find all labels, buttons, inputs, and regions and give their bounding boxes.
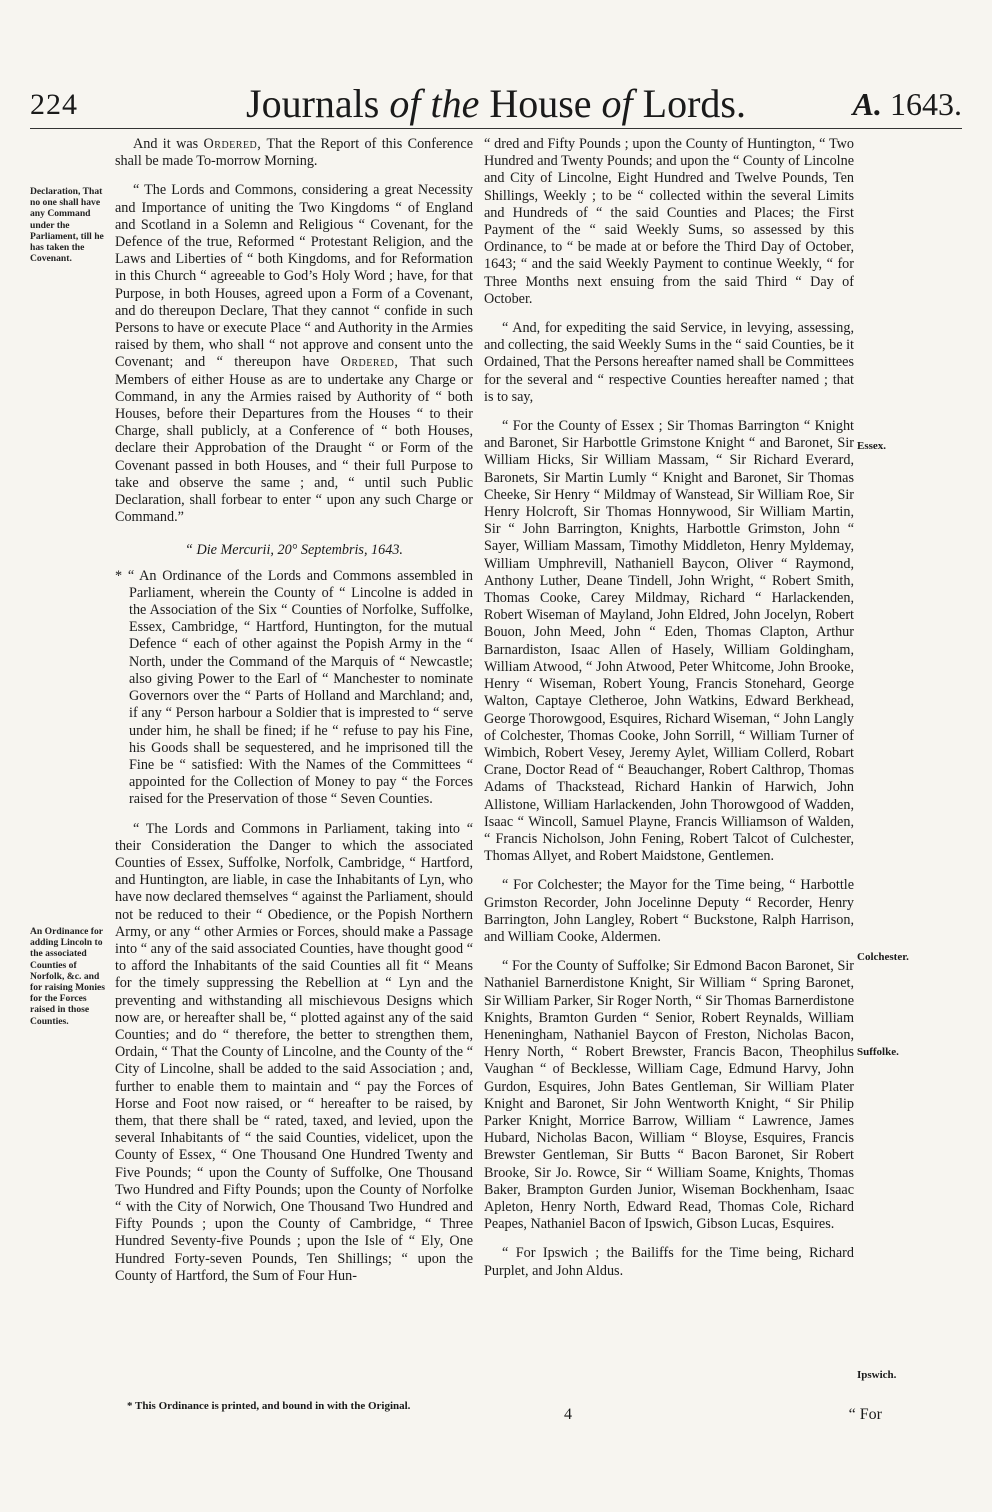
paragraph-suffolke: “ For the County of Suffolke; Sir Edmond Bacon Baronet, Sir Nathaniel Barnerdistone Knight, Sir William “ Spring Baronet, Sir William Parker, Sir Roger North, “ Sir Thomas Barnerdistone Knights, Bramton Gurden “ Senior, Robert Reynalds, William Heneningham, Nathaniel Baycon of Freston, Nicholas Bacon, Henry North, “ Robert Brewster, Francis Bacon, Theophilus Vaughan “ of Becklesse, William Cage, Edmund Harvy, John Gurdon, Esquires, John Bates Gentleman, Sir William Plater Knight and Baronet, Sir John Wentworth Knight, “ Sir Philip Parker Knight, Morrice Barrow, William “ Lawrence, James Hubard, Nicholas Bacon, William “ Bloyse, Esquires, Francis Brewster Gentleman, Sir Butts “ Bacon Baronet, Sir Robert Brooke, Sir Jo. Rowce, Sir “ William Soame, Knights, Thomas Baker, Brampton Gurden Junior, Wiseman Bockhenham, Isaac Apleton, Henry North, Edward Read, Thomas Cole, Richard Peapes, Nathaniel Bacon of Ipswich, Gibson Lucas, Esquires.	[484, 958, 854, 1233]
margin-note-declaration: Declaration, That no one shall have any Command under the Parliament, till he has taken the Covenant.	[30, 186, 104, 265]
paragraph-committees: “ And, for expediting the said Service, in levying, assessing, and collecting, the said Weekly Sums in the “ said Counties, be it Ordained, That the Persons hereafter named shall be Committees for the several and “ respective Counties hereafter named ; that is to say,	[484, 320, 854, 405]
header-rule	[30, 128, 962, 129]
left-column	[115, 136, 473, 1297]
paragraph-declaration: “ The Lords and Commons, considering a great Necessity and Importance of uniting the Two Kingdoms “ of England and Scotland in a Solemn and Religious “ Covenant, for the Defence of the true, Reformed “ Protestant Religion, and the Laws and Liberties of “ both Kingdoms, and for Reformation in this Church “ agreeable to God’s Holy Word ; have, for that Purpose, in both Houses, agreed upon a Form of a Covenant, and do thereupon Declare, That they cannot “ confide in such Persons to have or execute Place “ and Authority in the Armies raised by them, who shall “ not approve and consent unto the Covenant; and “ thereupon have Ordered, That such Members of either House as are to undertake any Charge or Command, in any the Armies raised by Authority of “ both Houses, before their Departures from the Houses “ to their Charge, shall publicly, at a Conference of “ both Houses, declare their Approbation of the Draught “ or Form of the Covenant passed in both Houses, and “ their full Purpose to take and observe the same ; and, “ until such Public Declaration, shall forbear to enter “ upon any such Charge or Command.”	[115, 182, 474, 526]
margin-note-essex: Essex.	[857, 440, 887, 452]
signature-mark: 4	[564, 1406, 572, 1423]
paragraph-ordinance-body: “ The Lords and Commons in Parliament, taking into “ their Consideration the Danger to which the associated Counties of Essex, Suffolke, Norfolk, Cambridge, “ Hartford, and Huntington, are liable, in case the Inhabitants of Lyn, who have now declared themselves “ against the Parliament, should not be reduced to their “ Obedience, or the Popish Northern Army, or any “ other Armies or Forces, should make a Passage into “ any of the said associated Counties, have thought good “ to afford the Inhabitants of the said Counties all fit “ Means for the timely suppressing the Rebellion at “ Lyn and the preventing and withstanding all mischievous Designs which now are, or hereafter shall be, “ plotted against any of the said Counties; and do “ therefore, the better to strengthen them, Ordain, “ That the County of Lincolne, and the County of the “ City of Lincolne, shall be added to the said Association ; and, further to enable them to maintain and “ pay the Forces of Horse and Foot now raised, or “ hereafter to be raised, by them, that there shall be “ rated, taxed, and levied, upon the several Inhabitants of “ the said Counties, videlicet, upon the County of Essex, “ One Thousand One Hundred Twenty and Five Pounds; “ upon the County of Suffolke, One Thousand Two Hundred and Fifty Pounds; upon the County of Norfolke “ with the City of Norwich, One Thousand Two Hundred and Fifty Pounds ; upon the County of Cambridge, “ Three Hundred Seventy-five Pounds ; upon the Isle of “ Ely, One Hundred Forty-seven Pounds, Ten Shillings; “ upon the County of Hartford, the Sum of Four Hun-	[115, 820, 473, 1284]
running-title: Journals of the House of Lords.	[246, 81, 746, 126]
paragraph-ipswich: “ For Ipswich ; the Bailiffs for the Time being, Richard Purplet, and John Aldus.	[484, 1245, 854, 1279]
paragraph-payments: “ dred and Fifty Pounds ; upon the County of Huntington, “ Two Hundred and Twenty Pounds; and upon the “ County of Lincolne and City of Lincolne, Eight Hundred and Twelve Pounds, Ten Shillings, Weekly ; to be “ collected within the several Limits and Hundreds of “ the said Counties and Places; the First Payment of the “ said Weekly Sums, so assessed by this Ordinance, to “ be made at or before the Third Day of October, 1643; “ and the said Weekly Payment to continue Weekly, “ for Three Months next ensuing from the said Third “ Day of October.	[484, 136, 854, 307]
margin-note-suffolke: Suffolke.	[857, 1046, 899, 1058]
year: A. 1643.	[852, 86, 962, 122]
footnote: * This Ordinance is printed, and bound in with the Original.	[127, 1400, 411, 1412]
right-column	[484, 136, 854, 1292]
paragraph-colchester: “ For Colchester; the Mayor for the Time being, “ Harbottle Grimston Recorder, John Jocelinne Deputy “ Recorder, Henry Barrington, John Langley, Robert “ Buckstone, Ralph Harrison, and William Cooke, Aldermen.	[484, 877, 854, 945]
page-header	[30, 72, 962, 132]
margin-note-ipswich: Ipswich.	[857, 1369, 897, 1381]
margin-note-colchester: Colchester.	[857, 951, 909, 963]
page-number: 224	[30, 88, 78, 121]
date-heading: “ Die Mercurii, 20° Septembris, 1643.	[185, 542, 403, 559]
paragraph-essex: “ For the County of Essex ; Sir Thomas Barrington “ Knight and Baronet, Sir Harbottle Grimstone Knight “ and Baronet, Sir William Hicks, Sir William Massam, “ Sir Richard Everard, Baronets, Sir Martin Lumly “ Knight and Baronet, Sir Thomas Cheeke, Sir Henry “ Mildmay of Wanstead, Sir William Roe, Sir Henry Holcroft, Sir Thomas Honnywood, Sir William Martin, Sir “ John Barrington, Knights, Harbottle Grimston, John “ Sayer, William Massam, Timothy Middleton, Henry Myldemay, William Umphrevill, Nathaniell Baycon, Oliver “ Raymond, Anthony Luther, Deane Tindell, John Wright, “ Robert Smith, Thomas Cooke, Carey Mildmay, Richard “ Harlackenden, Robert Wiseman of Mayland, John Eldred, John Jocelyn, Robert Bouon, John Meed, John “ Eden, Thomas Clapton, Arthur Barnardiston, Isaac Allen of Hasely, William Goldingham, William Atwood, “ John Atwood, Peter Whitcome, John Brooke, Henry “ Wiseman, Robert Young, Francis Stonehard, George Walton, Captaye Cletheroe, John Watkins, Edward Berkhead, George Thorowgood, Esquires, Richard Wiseman, “ John Langly of Colchester, Thomas Cooke, John Sorrill, “ William Turner of Wimbich, Robert Vesey, Jeremy Aylet, William Collerd, Robart Crane, Doctor Read of “ Beauchanger, Robert Calthrop, Thomas Adams of Thackstead, Richard Hankin of Harwich, John Allistone, William Harlackenden, John Thorowgood of Wadden, Isaac “ Wincoll, Samuel Playne, Francis Williamson of Walden, “ Francis Nicholson, John Fening, Robert Talcot of Culchester, Thomas Allyet, and Robert Maidstone, Gentlemen.	[484, 418, 854, 865]
paragraph-ordinance-title: * “ An Ordinance of the Lords and Commons assembled in Parliament, wherein the County of “ Lincolne is added in the Association of the Six “ Counties of Norfolke, Suffolke, Essex, Cambridge, “ Hartford, Huntington, for the mutual Defence “ each of other against the Popish Army in the “ North, under the Command of the Marquis of “ Newcastle; also giving Power to the Earl of “ Manchester to nominate Governors over the “ Parts of Holland and Marchland; and, if any “ Person harbour a Soldier that is imprested to “ serve under him, he shall be fined; if he “ refuse to pay his Fine, his Goods shall be sequestered, and he imprisoned till the Fine be “ satisfied: With the Names of the Committees “ appointed for the Collection of Money to pay “ the Forces raised for the Preservation of those “ Seven Counties.	[115, 567, 473, 808]
catchword: “ For	[848, 1406, 882, 1423]
paragraph-report: And it was Ordered, That the Report of this Conference shall be made To-morrow Morning.	[115, 136, 473, 170]
margin-note-ordinance: An Ordinance for adding Lincoln to the associated Counties of Norfolk, &c. and for raising Monies for the Forces raised in those Counties.	[30, 926, 105, 1027]
